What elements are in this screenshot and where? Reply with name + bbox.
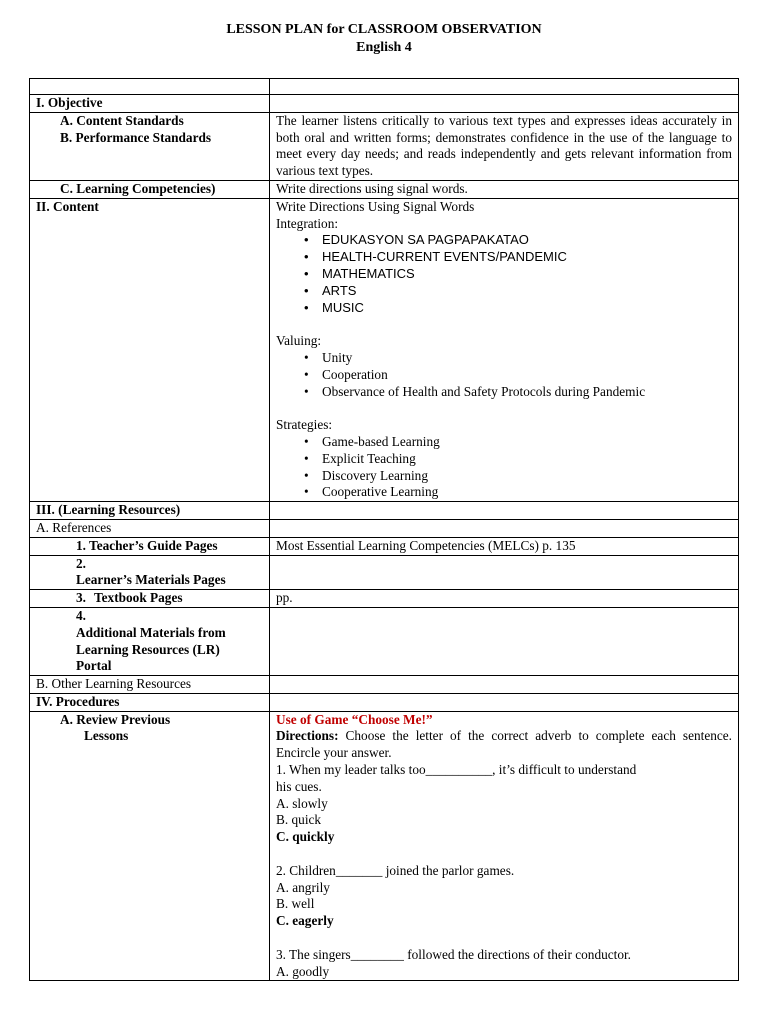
answer-option: A. goodly [276, 963, 330, 979]
document-title: LESSON PLAN for CLASSROOM OBSERVATION [226, 22, 542, 37]
table-row [30, 95, 739, 113]
table-row [30, 502, 739, 520]
strategies-label: Strategies: [276, 417, 333, 433]
table-row [30, 537, 739, 555]
table-row: 3. Textbook Pages pp. [30, 590, 739, 608]
table-row: 4.Additional Materials from Learning Resources (LR) Portal [30, 607, 739, 675]
table-row [30, 79, 739, 95]
list-item: • Game-based Learning [322, 434, 732, 451]
table-row [30, 180, 739, 198]
valuing-list [276, 350, 732, 400]
competencies-text: Write directions using signal words. [270, 180, 739, 198]
table-row: 2.Learner’s Materials Pages [30, 555, 739, 590]
answer-option-correct: C. quickly [276, 829, 335, 845]
integration-label: Integration: [276, 215, 339, 231]
textbook-value: pp. [270, 590, 739, 608]
list-item: • EDUKASYON SA PAGPAPAKATAO [322, 232, 732, 249]
standards-text: The learner listens critically to various text types and expresses ideas accurately in both oral and written forms; demonstrates confidence in the use of the language to meet every day needs; and reads independently and gets relevant information from various text types. [270, 112, 739, 180]
table-row [30, 112, 739, 180]
teachers-guide-label: 1. Teacher’s Guide Pages [76, 537, 218, 553]
objective-heading: I. Objective [30, 95, 270, 113]
list-item: • Cooperative Learning [322, 484, 732, 501]
procedures-heading: IV. Procedures [30, 693, 270, 711]
game-title: Use of Game “Choose Me!” [276, 711, 433, 727]
content-standards-label: A. Content Standards [60, 112, 184, 128]
document-subject: English 4 [356, 40, 412, 55]
integration-list [276, 232, 732, 316]
resources-heading: III. (Learning Resources) [30, 502, 270, 520]
competencies-label: C. Learning Competencies) [60, 180, 216, 196]
list-item: • Observance of Health and Safety Protocols during Pandemic [322, 384, 732, 401]
answer-option: B. quick [276, 812, 322, 828]
review-label: A. Review Previous [60, 711, 171, 727]
list-item: • ARTS [322, 283, 732, 300]
list-item: • HEALTH-CURRENT EVENTS/PANDEMIC [322, 249, 732, 266]
table-row [30, 519, 739, 537]
directions: Directions: Choose the letter of the correct adverb to complete each sentence. Encircle your answer. [276, 728, 732, 761]
list-item: • MUSIC [322, 300, 732, 317]
list-item: • Cooperation [322, 367, 732, 384]
list-item: • Discovery Learning [322, 468, 732, 485]
list-item: • MATHEMATICS [322, 266, 732, 283]
table-row [30, 676, 739, 694]
answer-option: B. well [276, 896, 315, 912]
table-row: A. Review Previous Lessons Use of Game “Choose Me!” Directions: Choose the letter of the correct adverb to complete each sentence. Encircle your answer. 1. When my leader talks too__________, it’s difficult to understand his cues. A. slowly B. quick C. quickly 2. Children_______ joined the parlor games. A. angrily B. well C. eagerly 3. The singers________ followed the directions of their conductor. A. goodly [30, 711, 739, 981]
textbook-label: Textbook Pages [94, 590, 183, 606]
answer-option-correct: C. eagerly [276, 913, 334, 929]
table-row [30, 198, 739, 501]
lr-portal-label: Additional Materials from Learning Resources (LR) Portal [76, 624, 226, 674]
question-3: 3. The singers________ followed the directions of their conductor. [276, 946, 632, 962]
teachers-guide-value: Most Essential Learning Competencies (MELCs) p. 135 [270, 537, 739, 555]
list-item: • Unity [322, 350, 732, 367]
valuing-label: Valuing: [276, 333, 322, 349]
list-item: • Explicit Teaching [322, 451, 732, 468]
strategies-list [276, 434, 732, 501]
performance-standards-label: B. Performance Standards [60, 129, 212, 145]
answer-option: A. slowly [276, 795, 328, 811]
question-2: 2. Children_______ joined the parlor games. [276, 862, 515, 878]
question-1: 1. When my leader talks too__________, it’s difficult to understand [276, 762, 637, 778]
learners-materials-label: Learner’s Materials Pages [76, 572, 226, 588]
other-resources-label: B. Other Learning Resources [36, 676, 192, 692]
answer-option: A. angrily [276, 879, 330, 895]
content-heading: II. Content [30, 198, 270, 501]
references-label: A. References [36, 519, 112, 535]
lesson-plan-table [29, 78, 739, 981]
table-row [30, 693, 739, 711]
content-topic: Write Directions Using Signal Words [276, 198, 475, 214]
